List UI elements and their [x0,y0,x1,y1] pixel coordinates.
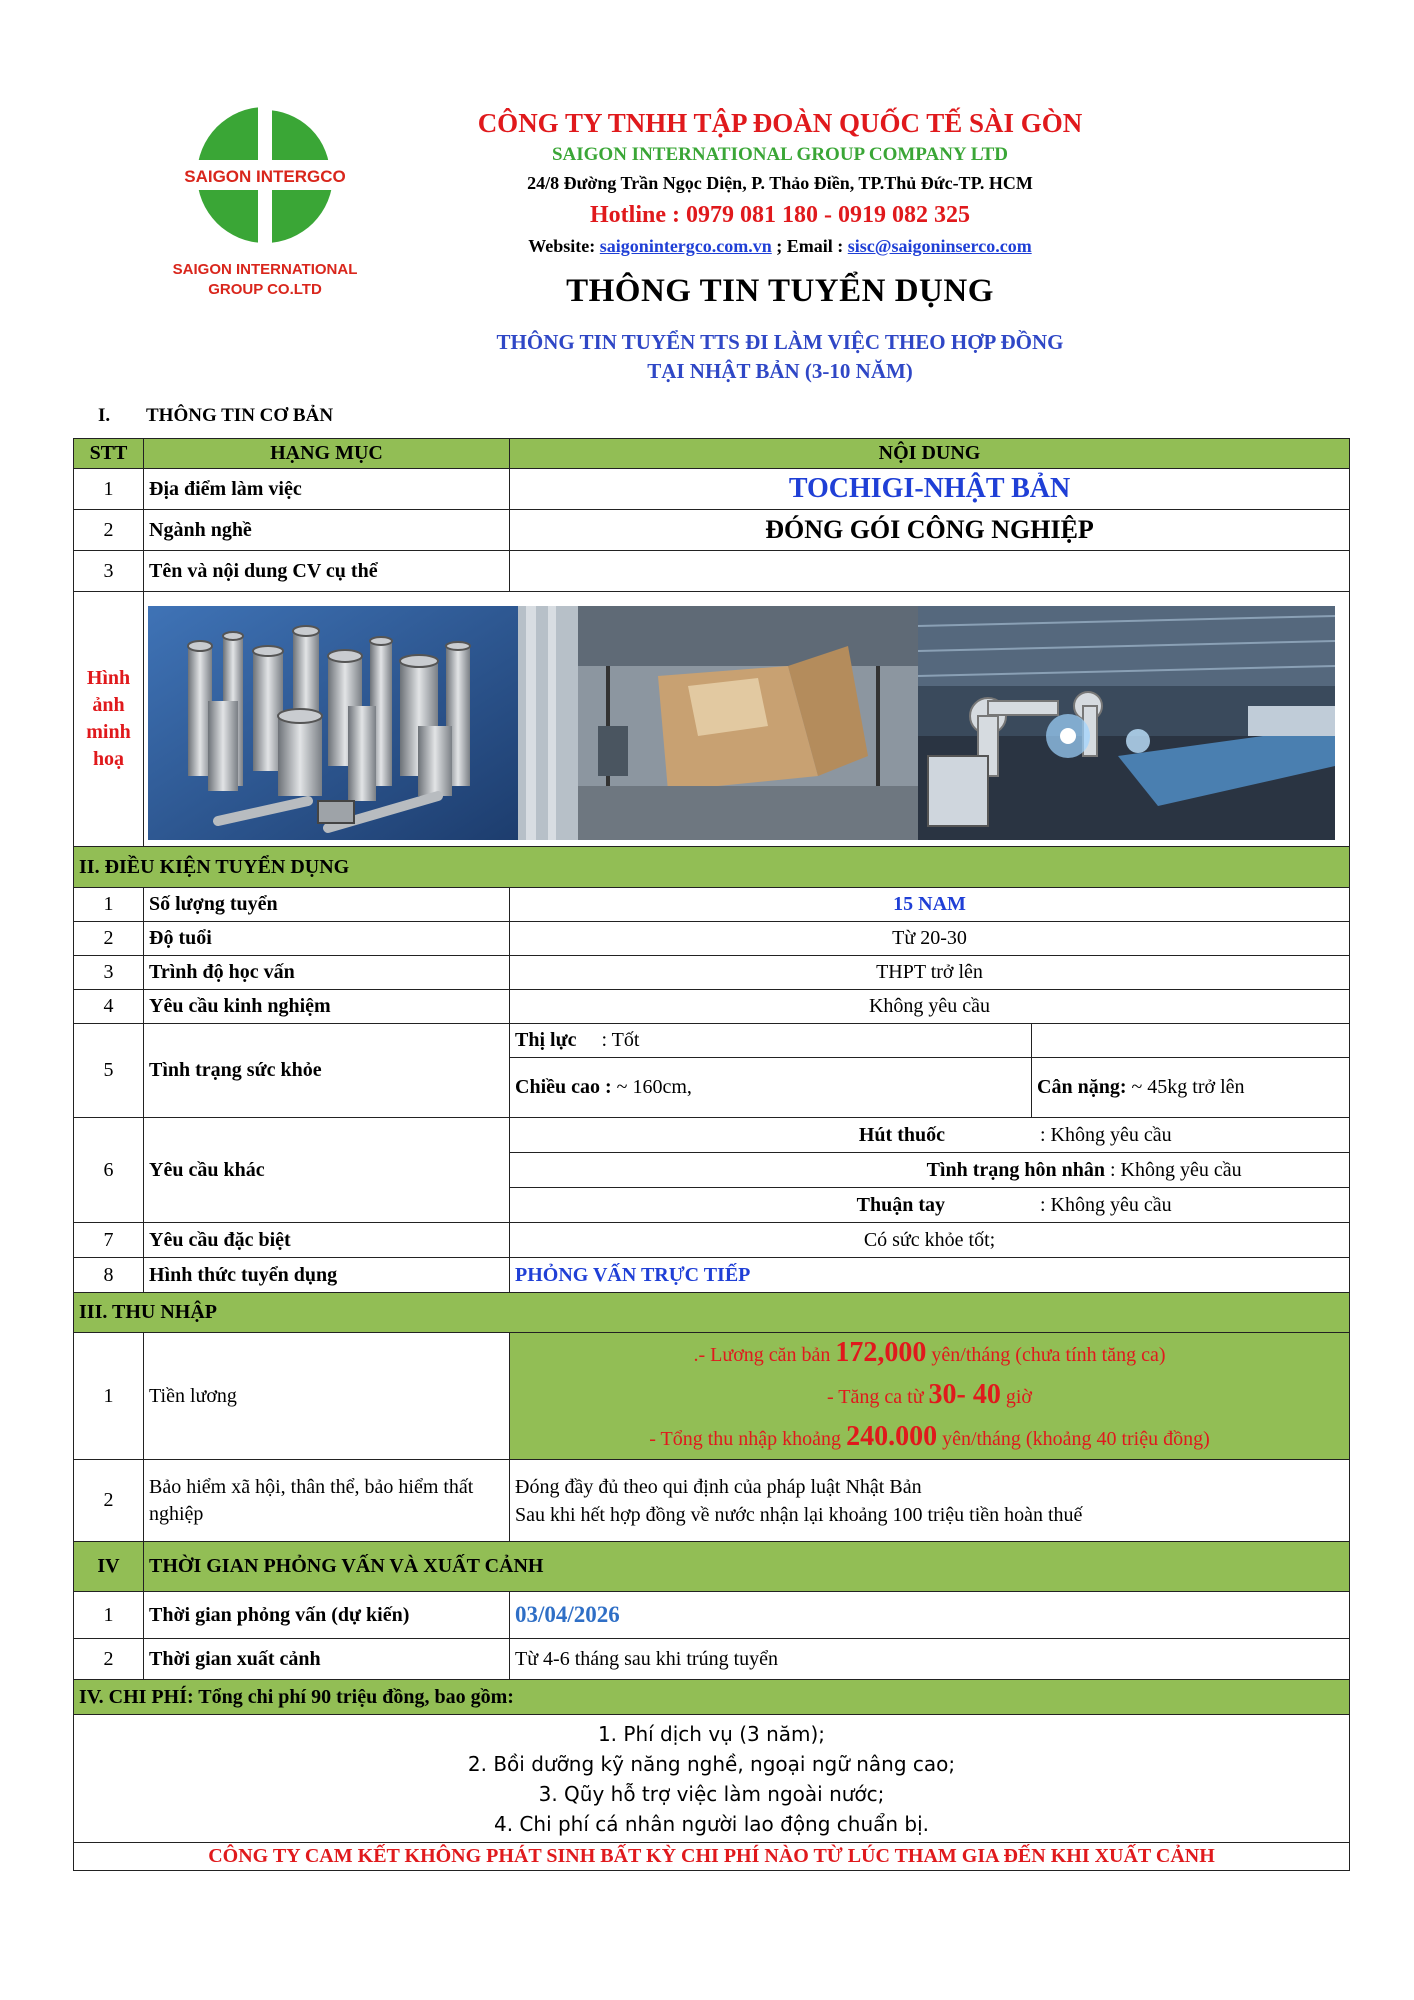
email-link[interactable]: sisc@saigoninserco.com [847,236,1032,256]
row-stt: 1 [74,1333,144,1460]
smoking-cell [510,1118,1350,1153]
industry-value: ĐÓNG GÓI CÔNG NGHIỆP [510,510,1350,551]
insurance-line2: Sau khi hết hợp đồng về nước nhận lại khoảng 100 triệu tiền hoàn thuế [515,1503,1083,1526]
row-label: Yêu cầu kinh nghiệm [144,990,510,1024]
row-label: Tình trạng sức khỏe [144,1024,510,1118]
row-label: Bảo hiểm xã hội, thân thể, bảo hiểm thất nghiệp [144,1460,510,1542]
table-row [74,1258,1350,1293]
commitment-row [74,1843,1350,1871]
hand-cell [510,1188,1350,1223]
illustration-cell [144,592,1350,847]
row-label: Số lượng tuyển [144,888,510,922]
row-label: Yêu cầu đặc biệt [144,1223,510,1258]
weight-cell [1032,1058,1350,1118]
illustration-row [74,592,1350,847]
row-label: Độ tuổi [144,922,510,956]
table-row [74,990,1350,1024]
globe-logo-icon [150,105,380,255]
company-name-en: SAIGON INTERNATIONAL GROUP COMPANY LTD [551,144,1009,165]
row-label: Địa điểm làm việc [144,469,510,510]
row-stt: 4 [74,990,144,1024]
row-stt: 2 [74,922,144,956]
company-logo [150,105,380,305]
table-header-row [74,439,1350,469]
height-label: Chiều cao : [515,1076,612,1098]
subtitle-line2: TẠI NHẬT BẢN (3-10 NĂM) [647,359,913,383]
vision-value: : Tốt [601,1029,640,1051]
cost-item: 2. Bồi dưỡng kỹ năng nghề, ngoại ngữ nâng cao; [467,1751,956,1776]
special-value: Có sức khỏe tốt; [510,1223,1350,1258]
costs-list [74,1715,1350,1843]
table-row [74,1460,1350,1542]
section1-title: THÔNG TIN CƠ BẢN [146,405,334,426]
vision-cell [510,1024,1032,1058]
section4-number: IV [74,1542,144,1592]
interview-date-value: 03/04/2026 [510,1592,1350,1639]
table-row [74,1333,1350,1460]
company-name-vi: CÔNG TY TNHH TẬP ĐOÀN QUỐC TẾ SÀI GÒN [477,108,1083,138]
row-stt: 7 [74,1223,144,1258]
logo-badge-text: SAIGON INTERGCO [184,167,346,186]
salary-cell [510,1333,1350,1460]
height-value: ~ 160cm, [616,1076,692,1098]
section1-heading [98,405,333,427]
welding-robots-image [918,606,1335,840]
hotline: Hotline : 0979 081 180 - 0919 082 325 [590,202,970,228]
row-stt: 3 [74,956,144,990]
cost-item: 1. Phí dịch vụ (3 năm); [597,1721,826,1746]
hand-value: : Không yêu cầu [1040,1193,1172,1216]
row-stt: 3 [74,551,144,592]
hand-label: Thuận tay [856,1193,945,1216]
row-stt: 1 [74,1592,144,1639]
section3-row [74,1293,1350,1333]
insurance-cell [510,1460,1350,1542]
row-stt: 2 [74,510,144,551]
smoking-value: : Không yêu cầu [1040,1123,1172,1146]
table-row [74,922,1350,956]
row-label: Tiền lương [144,1333,510,1460]
costs-title: IV. CHI PHÍ: Tổng chi phí 90 triệu đồng, bao gồm: [74,1680,1350,1715]
row-stt: 2 [74,1639,144,1680]
departure-value: Từ 4-6 tháng sau khi trúng tuyển [510,1639,1350,1680]
row-label: Thời gian phỏng vấn (dự kiến) [144,1592,510,1639]
height-cell [510,1058,1032,1118]
recruitment-table [73,438,1350,1871]
table-row [74,956,1350,990]
logo-line1: SAIGON INTERNATIONAL [172,261,358,278]
salary-line2: - Tăng ca từ 30- 40 giờ [827,1379,1033,1410]
empty-cell [1032,1024,1350,1058]
contact-line [420,236,1140,257]
cost-item: 3. Qũy hỗ trợ việc làm ngoài nước; [538,1781,885,1806]
row-label: Tên và nội dung CV cụ thể [144,551,510,592]
subtitle-line1: THÔNG TIN TUYỂN TTS ĐI LÀM VIỆC THEO HỢP ĐỒNG [496,330,1064,354]
age-value: Từ 20-30 [510,922,1350,956]
cost-item: 4. Chi phí cá nhân người lao động chuẩn bị. [493,1811,930,1836]
work-location-value: TOCHIGI-NHẬT BẢN [510,469,1350,510]
table-row [74,551,1350,592]
row-label: Ngành nghề [144,510,510,551]
row-stt: 1 [74,469,144,510]
section2-title: II. ĐIỀU KIỆN TUYỂN DỤNG [74,847,1350,888]
marital-value: : Không yêu cầu [1110,1158,1242,1181]
logo-caption [150,260,380,300]
job-detail-value [510,551,1350,592]
logo-line2: GROUP CO.LTD [208,281,322,298]
weight-label: Cân nặng: [1037,1076,1127,1098]
company-address: 24/8 Đường Trần Ngọc Diện, P. Thảo Điền, TP.Thủ Đức-TP. HCM [527,173,1033,193]
illustration-label: Hình ảnh minh hoạ [74,592,144,847]
header-item: HẠNG MỤC [144,439,510,469]
table-row [74,888,1350,922]
table-row [74,1223,1350,1258]
row-label: Trình độ học vấn [144,956,510,990]
section3-title: III. THU NHẬP [74,1293,1350,1333]
website-label: Website: [528,236,596,256]
packing-machine-image [518,606,918,840]
marital-label: Tình trạng hôn nhân [926,1158,1105,1181]
row-label: Yêu cầu khác [144,1118,510,1223]
row-stt: 6 [74,1118,144,1223]
experience-value: Không yêu cầu [510,990,1350,1024]
section4-title: THỜI GIAN PHỎNG VẤN VÀ XUẤT CẢNH [144,1542,1350,1592]
recruitment-method-value: PHỎNG VẤN TRỰC TIẾP [510,1258,1350,1293]
table-row [74,1592,1350,1639]
marital-cell [510,1153,1350,1188]
salary-line3: - Tổng thu nhập khoảng 240.000 yên/tháng (khoảng 40 triệu đồng) [649,1421,1210,1452]
page-title: THÔNG TIN TUYỂN DỤNG [566,273,994,309]
section2-row [74,847,1350,888]
commitment-text: CÔNG TY CAM KẾT KHÔNG PHÁT SINH BẤT KỲ CHI PHÍ NÀO TỪ LÚC THAM GIA ĐẾN KHI XUẤT CẢNH [74,1843,1350,1871]
row-stt: 1 [74,888,144,922]
header-stt: STT [74,439,144,469]
header-content: NỘI DUNG [510,439,1350,469]
section1-number: I. [98,405,111,426]
row-stt: 5 [74,1024,144,1118]
table-row [74,1639,1350,1680]
quantity-value: 15 NAM [510,888,1350,922]
table-row [74,1024,1350,1058]
row-label: Hình thức tuyển dụng [144,1258,510,1293]
row-stt: 8 [74,1258,144,1293]
row-stt: 2 [74,1460,144,1542]
smoking-label: Hút thuốc [858,1123,945,1146]
weight-value: ~ 45kg trở lên [1131,1076,1245,1098]
email-label: ; Email : [776,236,844,256]
salary-line1: .- Lương căn bản 172,000 yên/tháng (chưa tính tăng ca) [693,1337,1166,1368]
insurance-line1: Đóng đầy đủ theo qui định của pháp luật Nhật Bản [515,1475,922,1498]
vision-label: Thị lực [515,1029,577,1051]
education-value: THPT trở lên [510,956,1350,990]
website-link[interactable]: saigonintergco.com.vn [599,236,772,256]
costs-title-row [74,1680,1350,1715]
steel-pipes-image [148,606,518,840]
table-row [74,510,1350,551]
table-row [74,469,1350,510]
section4-row [74,1542,1350,1592]
row-label: Thời gian xuất cảnh [144,1639,510,1680]
costs-list-row [74,1715,1350,1843]
table-row [74,1118,1350,1153]
